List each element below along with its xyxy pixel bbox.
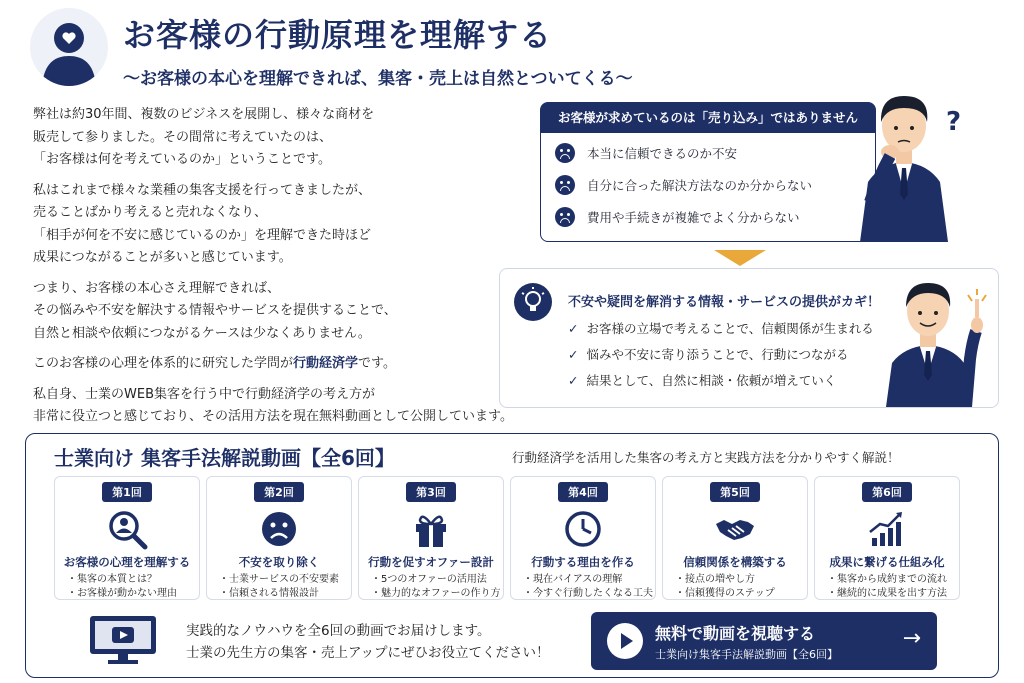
card-bullets: ・接点の増やし方 ・信頼獲得のステップ (675, 574, 775, 599)
video-monitor-icon (88, 614, 158, 666)
video-card-4[interactable] (510, 476, 656, 600)
solution-heading: 不安や疑問を解消する情報・サービスの提供がカギ！ (568, 295, 881, 310)
card-bullets: ・集客から成約までの流れ ・継続的に成果を出す方法 (827, 574, 947, 599)
card-bullets: ・集客の本質とは？ ・お客様が動かない理由 (67, 574, 177, 599)
card-title: 行動する理由を作る (531, 555, 635, 569)
search-person-icon (106, 508, 148, 550)
sad-face-icon (555, 175, 575, 195)
solution-item: ✓ 結果として、自然に相談・依頼が増えていく (568, 373, 837, 388)
paragraph-5: 私自身、士業のWEB集客を行う中で行動経済学の考え方が 非常に役立つと感じており、その活用方法を現在無料動画として公開しています。 (33, 386, 513, 424)
worry-item: 本当に信頼できるのか不安 (541, 137, 875, 169)
customer-worries-box (540, 102, 876, 242)
card-title: 行動を促すオファー設計 (368, 555, 494, 569)
episode-badge: 第6回 (862, 482, 912, 502)
gift-icon (410, 508, 452, 550)
worried-businessman-illustration (850, 82, 970, 242)
play-icon (607, 623, 643, 659)
card-title: お客様の心理を理解する (63, 555, 191, 569)
video-card-5[interactable] (662, 476, 808, 600)
solution-item: ✓ お客様の立場で考えることで、信頼関係が生まれる (568, 321, 874, 336)
sad-face-icon (555, 143, 575, 163)
lightbulb-icon (514, 283, 552, 321)
behavioral-economics-highlight: 行動経済学 (293, 356, 359, 371)
card-title: 信頼関係を構築する (683, 555, 787, 569)
cta-label: 無料で動画を視聴する (655, 624, 816, 643)
cta-sublabel: 士業向け集客手法解説動画【全6回】 (655, 648, 838, 661)
card-title: 不安を取り除く (238, 555, 320, 569)
paragraph-4: このお客様の心理を体系的に研究した学問が行動経済学です。 (33, 356, 396, 371)
sad-face-icon (555, 207, 575, 227)
customer-heart-icon (30, 8, 108, 86)
sad-face-icon (258, 508, 300, 550)
down-arrow-icon (714, 250, 766, 266)
clock-icon (562, 508, 604, 550)
arrow-right-icon: → (902, 626, 921, 651)
page-subtitle: 〜お客様の本心を理解できれば、集客・売上は自然とついてくる〜 (123, 69, 633, 89)
check-icon: ✓ (568, 347, 579, 362)
video-card-3[interactable] (358, 476, 504, 600)
episode-badge: 第2回 (254, 482, 304, 502)
paragraph-2: 私はこれまで様々な業種の集客支援を行ってきましたが、 売ることばかり考えると売れなくなり、 「相手が何を不安に感じているのか」を理解できた時ほど 成果につながることが多いと感じています。 (33, 182, 372, 265)
check-icon: ✓ (568, 373, 579, 388)
card-title: 成果に繋げる仕組み化 (829, 555, 945, 569)
episode-badge: 第5回 (710, 482, 760, 502)
paragraph-1: 弊社は約30年間、複数のビジネスを展開し、様々な商材を 販売して参りました。その間常に考えていたのは、 「お客様は何を考えているのか」ということです。 (33, 107, 375, 167)
episode-badge: 第3回 (406, 482, 456, 502)
card-bullets: ・現在バイアスの理解 ・今すぐ行動したくなる工夫 (523, 574, 653, 599)
video-card-1[interactable] (54, 476, 200, 600)
svg-text:?: ? (946, 107, 962, 137)
worries-heading: お客様が求めているのは「売り込み」ではありません (541, 103, 875, 133)
card-bullets: ・士業サービスの不安要素 ・信頼される情報設計 (219, 574, 339, 599)
worry-item: 費用や手続きが複雑でよく分からない (541, 201, 875, 233)
page-title: お客様の行動原理を理解する (123, 16, 553, 54)
video-card-2[interactable] (206, 476, 352, 600)
growth-chart-icon (866, 508, 908, 550)
paragraph-3: つまり、お客様の本心さえ理解できれば、 その悩みや不安を解決する情報やサービスを提供することで、 自然と相談や依頼につながるケースは少なくありません。 (33, 280, 397, 341)
handshake-icon (714, 508, 756, 550)
video-series-section (25, 433, 999, 678)
video-series-subtitle: 行動経済学を活用した集客の考え方と実践方法を分かりやすく解説！ (512, 450, 900, 465)
solution-item: ✓ 悩みや不安に寄り添うことで、行動につながる (568, 347, 849, 362)
episode-badge: 第1回 (102, 482, 152, 502)
check-icon: ✓ (568, 321, 579, 336)
card-bullets: ・5つのオファーの活用法 ・魅力的なオファーの作り方 (371, 574, 501, 599)
video-series-title: 士業向け 集客手法解説動画【全6回】 (54, 446, 395, 470)
video-card-6[interactable] (814, 476, 960, 600)
solution-box (499, 268, 999, 408)
confident-businessman-illustration (880, 273, 995, 407)
worry-item: 自分に合った解決方法なのか分からない (541, 169, 875, 201)
episode-badge: 第4回 (558, 482, 608, 502)
promo-text: 実践的なノウハウを全6回の動画でお届けします。 士業の先生方の集客・売上アップにぜひお役立てください！ (186, 623, 550, 661)
watch-free-video-button[interactable] (591, 612, 937, 670)
